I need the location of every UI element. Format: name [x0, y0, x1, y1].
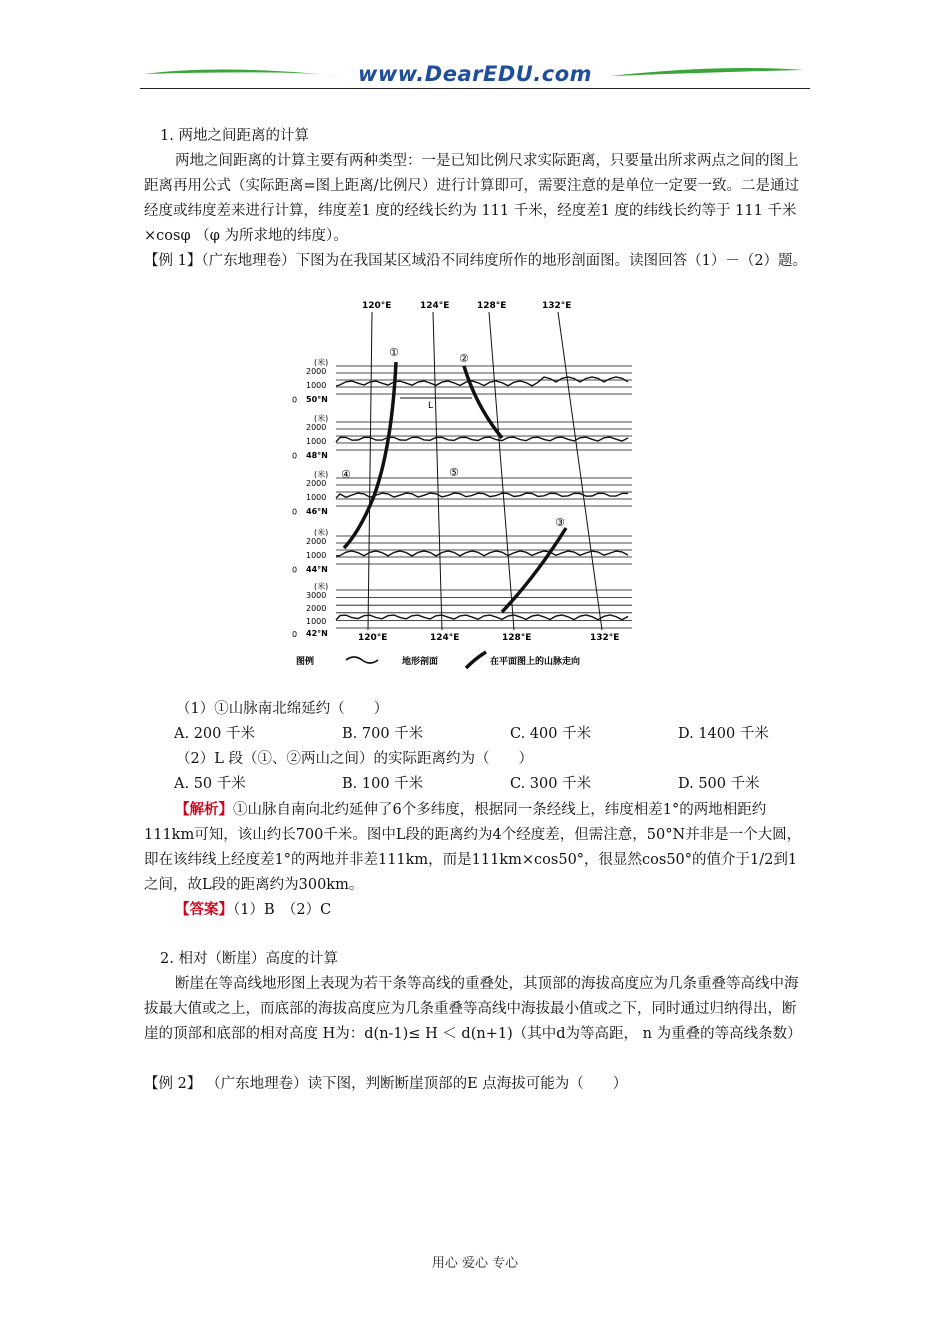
- example2-paragraph: [144, 1072, 810, 1097]
- answer-text: （1）B （2）C: [233, 902, 332, 918]
- analysis-label: 【解析】: [175, 801, 233, 818]
- panel-tick-label: 1000: [306, 551, 327, 561]
- panel-tick-label: 0: [292, 565, 298, 575]
- panel-latitude-label: 46°N: [306, 507, 328, 516]
- panel-tick-label: 2000: [306, 367, 327, 376]
- longitude-line: [489, 312, 514, 630]
- longitude-label-top: 128°E: [477, 301, 507, 311]
- panel-latitude-label: 44°N: [306, 565, 328, 574]
- panel-tick-label: 3000: [306, 591, 327, 600]
- q1-option-a[interactable]: A. 200 千米: [174, 726, 255, 742]
- longitude-label-bottom: 132°E: [590, 633, 620, 643]
- example1-paragraph: [144, 249, 810, 274]
- panel-latitude-label: 42°N: [306, 629, 328, 638]
- panel-tick-label: 0: [292, 629, 298, 639]
- q1-stem: （1）①山脉南北绵延约（ ）: [176, 701, 389, 717]
- legend-profile-swatch: [346, 657, 378, 663]
- panel-unit-label: (米): [314, 358, 329, 367]
- legend-title: 图例: [296, 657, 315, 667]
- q1-option-c[interactable]: C. 400 千米: [510, 726, 592, 742]
- panel-tick-label: 2000: [306, 423, 327, 432]
- analysis-text: ①山脉自南向北约延伸了6个多纬度，根据同一条经线上，纬度相差1°的两地相距约111km可知，该山约长700千米。图中L段的距离约为4个经度差，但需注意，50°N并非是一个大圆，即在该纬线上经度差1°的两地并非差111km，而是111km×cos50°，很显然cos50°的值介于1/2到1之间，故L段的距离约为300km。: [144, 802, 802, 893]
- section1-paragraph: 两地之间距离的计算主要有两种类型：一是已知比例尺求实际距离，只要量出所求两点之间的图上距离再用公式（实际距离=图上距离/比例尺）进行计算即可，需要注意的是单位一定要一致。二是通过经度或纬度差来进行计算，纬度差1 度的经线长约为 111 千米，经度差1 度的纬线长约等于 111 千米×cosφ （φ 为所求地的纬度）。: [144, 153, 800, 244]
- page-footer: 用心 爱心 专心: [431, 1256, 519, 1271]
- example2-label: 【例 2】: [144, 1076, 202, 1092]
- terrain-profile-figure: [290, 296, 640, 672]
- q1-option-d[interactable]: D. 1400 千米: [678, 726, 769, 742]
- panel-tick-label: 0: [292, 507, 298, 517]
- q2-option-b[interactable]: B. 100 千米: [342, 776, 424, 792]
- terrain-profile-line: [336, 377, 628, 386]
- answer-label: 【答案】: [175, 901, 233, 918]
- panel-latitude-label: 50°N: [306, 395, 328, 404]
- circled-marker: ③: [555, 516, 565, 529]
- panel-tick-label: 1000: [306, 616, 327, 626]
- q2-option-c[interactable]: C. 300 千米: [510, 776, 592, 792]
- longitude-line: [433, 312, 442, 630]
- circled-marker: ⑤: [449, 466, 459, 479]
- section1-title: 1. 两地之间距离的计算: [160, 128, 309, 144]
- analysis-paragraph: [144, 797, 810, 898]
- panel-tick-label: 2000: [306, 479, 327, 488]
- q2-stem: （2）L 段（①、②两山之间）的实际距离约为（ ）: [176, 751, 533, 767]
- terrain-profile-line: [336, 551, 628, 556]
- longitude-label-bottom: 128°E: [502, 633, 532, 643]
- q1-options: [174, 722, 814, 747]
- page-header: [140, 60, 810, 96]
- panel-latitude-label: 48°N: [306, 451, 328, 460]
- panel-tick-label: 2000: [306, 537, 327, 546]
- header-rule: [140, 88, 810, 89]
- panel-unit-label: (米): [314, 414, 329, 423]
- panel-unit-label: (米): [314, 470, 329, 479]
- longitude-label-bottom: 124°E: [430, 633, 460, 643]
- panel-tick-label: 0: [292, 395, 298, 405]
- longitude-line: [368, 312, 372, 630]
- mountain-trend-3: [502, 528, 566, 612]
- panel-tick-label: 1000: [306, 381, 327, 391]
- terrain-profile-line: [336, 615, 628, 620]
- example1-text: （广东地理卷）下图为在我国某区域沿不同纬度所作的地形剖面图。读图回答（1）－（2）题。: [201, 253, 808, 269]
- panel-tick-label: 0: [292, 451, 298, 461]
- legend-mountain-swatch: [466, 652, 486, 668]
- panel-unit-label: (米): [314, 528, 329, 537]
- q2-option-d[interactable]: D. 500 千米: [678, 776, 760, 792]
- legend-profile-label: 地形剖面: [402, 657, 439, 667]
- section2-paragraph: 断崖在等高线地形图上表现为若干条等高线的重叠处，其顶部的海拔高度应为几条重叠等高线中海拔最大值或之上，而底部的海拔高度应为几条重叠等高线中海拔最小值或之下，同时通过归纳得出，断崖的顶部和底部的相对高度 H为：d(n-1)≤ H ＜ d(n+1)（其中d为等高距， n 为重叠的等高线条数）: [144, 976, 802, 1042]
- circled-marker: ①: [389, 346, 399, 359]
- longitude-label-bottom: 120°E: [358, 633, 388, 643]
- longitude-label-top: 132°E: [542, 301, 572, 311]
- legend-mountain-label: 在平面图上的山脉走向: [490, 657, 581, 667]
- longitude-line: [558, 312, 602, 630]
- terrain-profile-svg: [290, 296, 640, 672]
- circled-marker: ②: [459, 352, 469, 365]
- panel-tick-label: 1000: [306, 493, 327, 503]
- q2-options: [174, 772, 814, 797]
- longitude-label-top: 124°E: [420, 301, 450, 311]
- terrain-profile-line: [336, 437, 628, 442]
- l-span-label: L: [428, 401, 434, 411]
- circled-marker: ④: [341, 468, 351, 481]
- answer-paragraph: [144, 897, 810, 923]
- terrain-profile-line: [336, 493, 628, 498]
- q2-option-a[interactable]: A. 50 千米: [174, 776, 246, 792]
- example2-text: （广东地理卷）读下图，判断断崖顶部的E 点海拔可能为（ ）: [213, 1076, 628, 1092]
- section2-title: 2. 相对（断崖）高度的计算: [160, 951, 338, 967]
- example1-label: 【例 1】: [144, 253, 202, 269]
- longitude-label-top: 120°E: [362, 301, 392, 311]
- site-brand[interactable]: www.DearEDU.com: [357, 62, 593, 86]
- panel-tick-label: 1000: [306, 437, 327, 447]
- panel-tick-label: 2000: [306, 603, 327, 613]
- panel-unit-label: (米): [314, 582, 329, 591]
- q1-option-b[interactable]: B. 700 千米: [342, 726, 424, 742]
